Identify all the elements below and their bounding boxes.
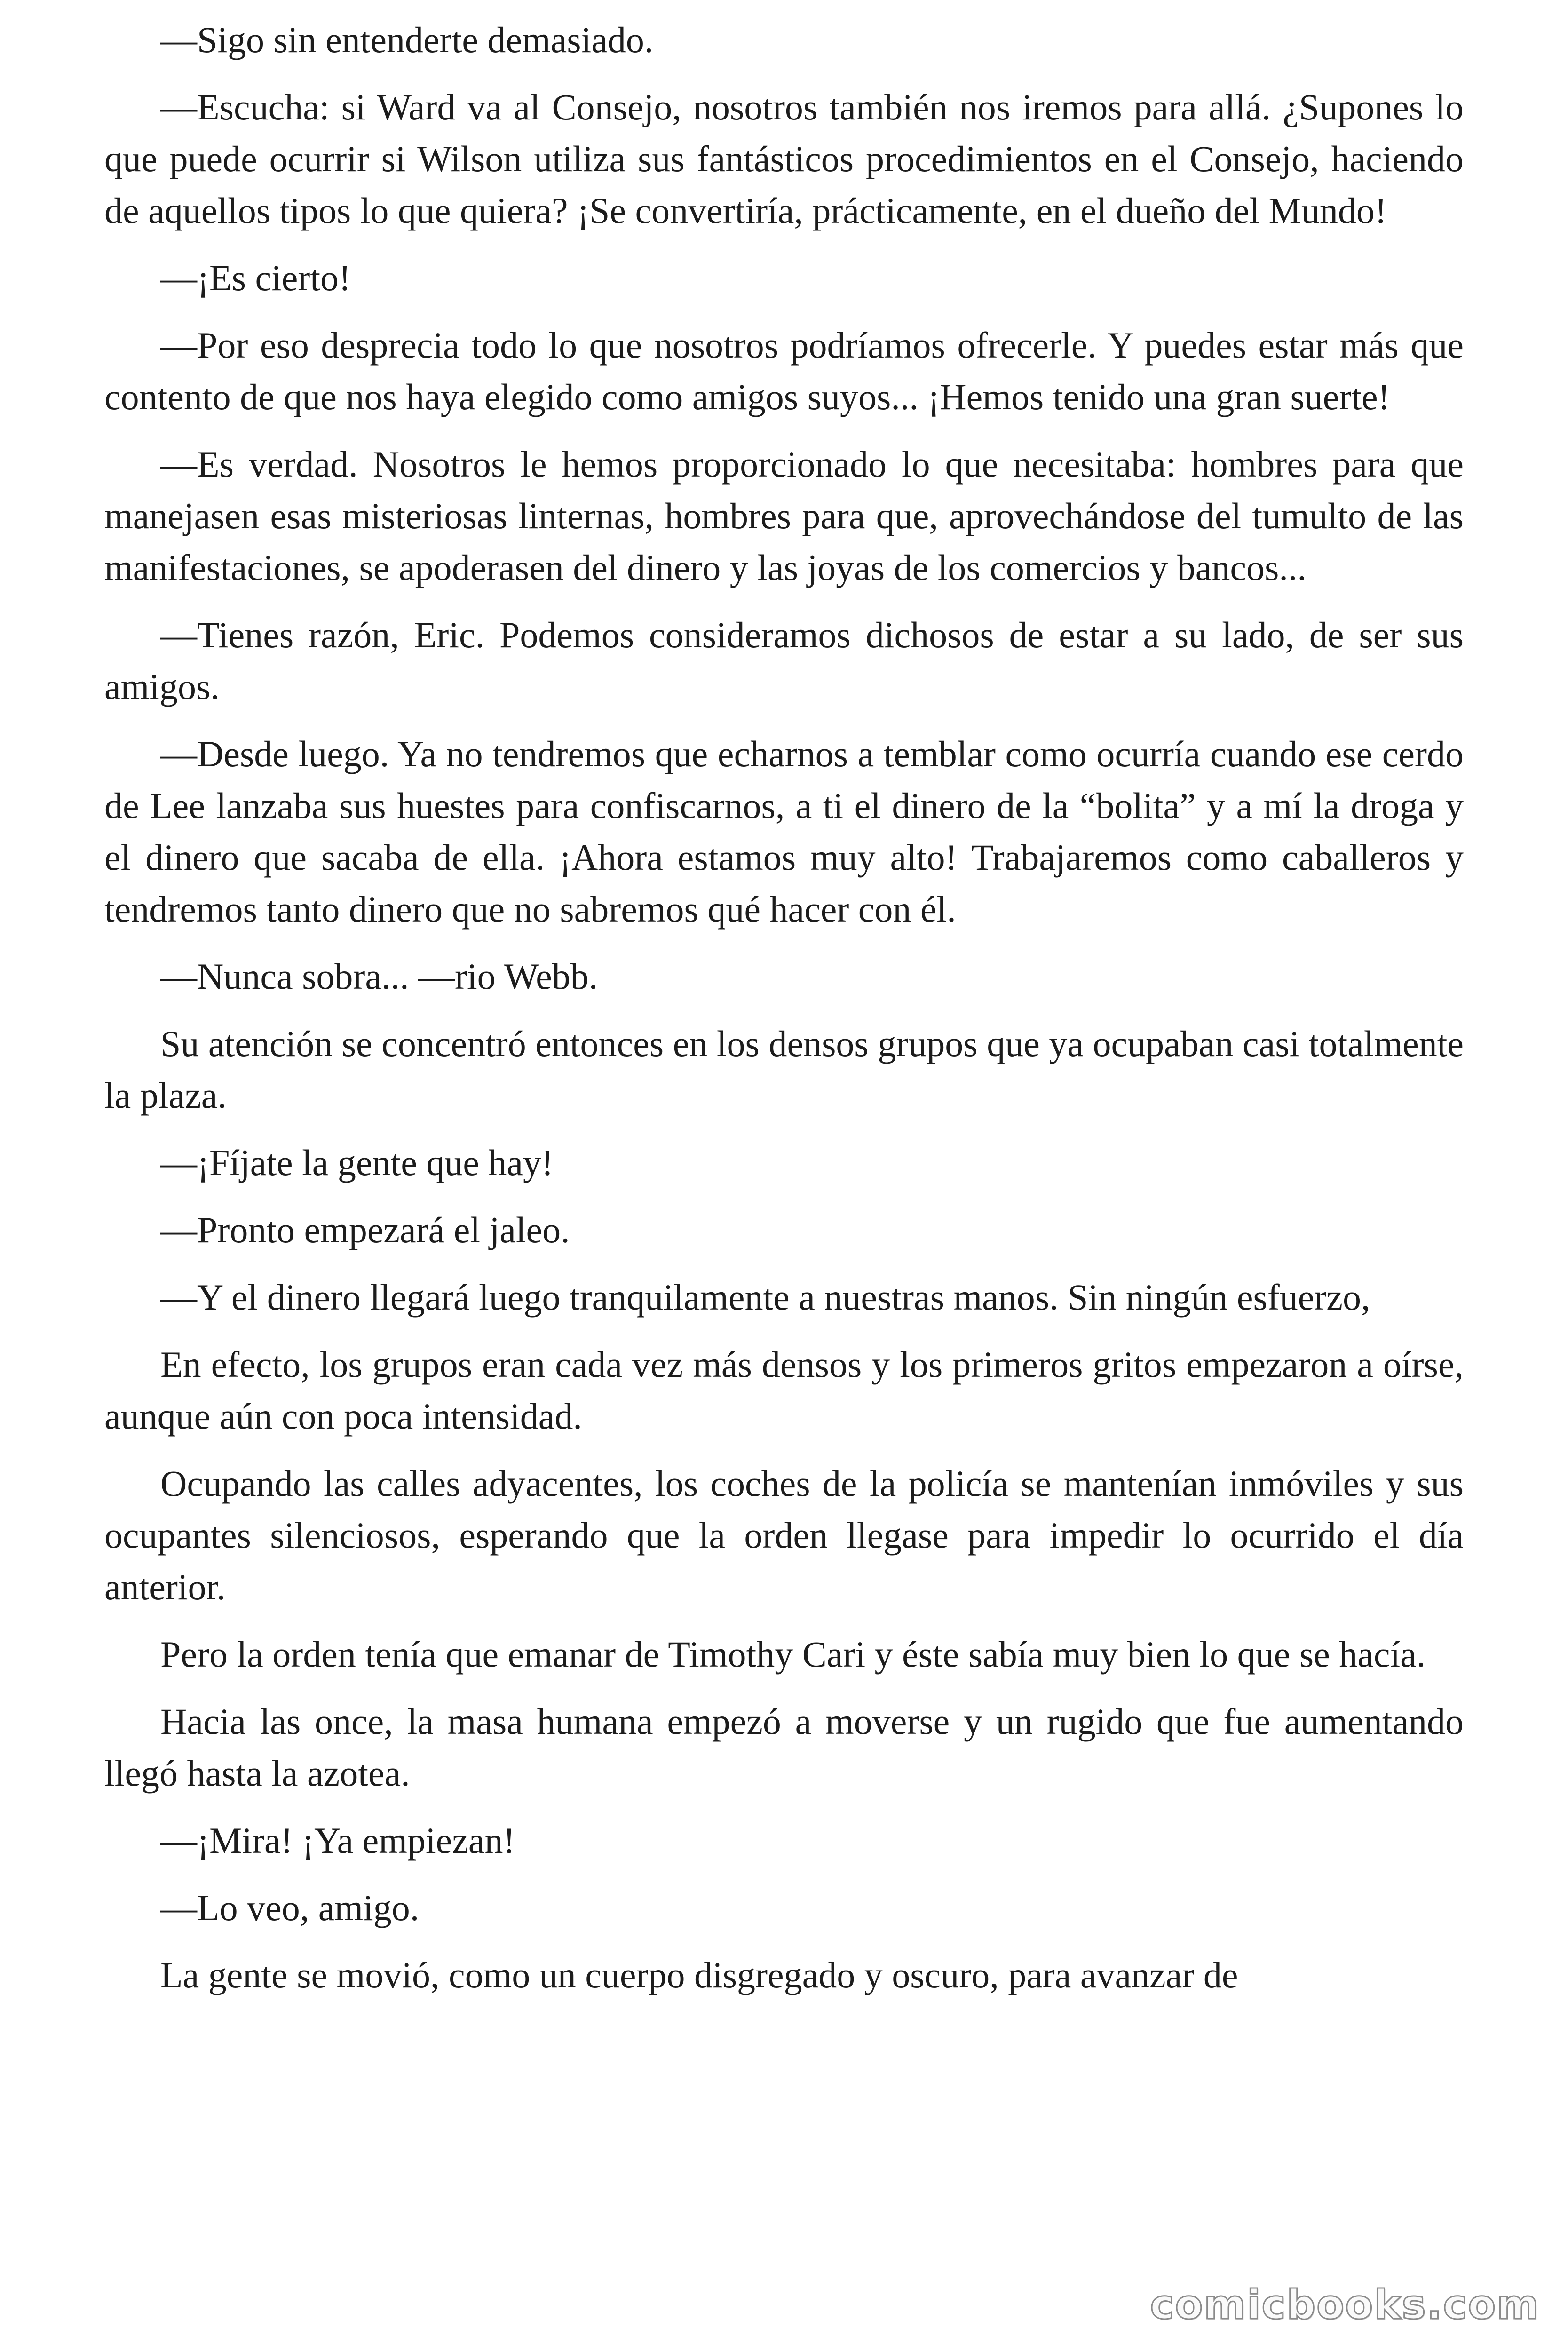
paragraph-4: —Por eso desprecia todo lo que nosotros podríamos ofrecerle. Y puedes estar más que contento de que nos haya elegido como amigos suyos... ¡Hemos tenido una gran suerte! — [104, 325, 1464, 417]
paragraph-5: —Es verdad. Nosotros le hemos proporcionado lo que necesitaba: hombres para que manejasen esas misteriosas linternas, hombres para que, aprovechándose del tumulto de las manifestaciones, se apoderasen del dinero y las joyas de los comercios y bancos... — [104, 444, 1464, 588]
paragraph-9: Su atención se concentró entonces en los densos grupos que ya ocupaban casi totalmente la plaza. — [104, 1023, 1464, 1116]
paragraph-6: —Tienes razón, Eric. Podemos consideramos dichosos de estar a su lado, de ser sus amigos. — [104, 614, 1464, 707]
paragraph-19: La gente se movió, como un cuerpo disgregado y oscuro, para avanzar de — [160, 1955, 1238, 1995]
paragraph-1: —Sigo sin entenderte demasiado. — [160, 19, 654, 60]
paragraph-10: —¡Fíjate la gente que hay! — [160, 1142, 554, 1183]
paragraph-15: Pero la orden tenía que emanar de Timothy Cari y éste sabía muy bien lo que se hacía. — [160, 1634, 1426, 1675]
paragraph-11: —Pronto empezará el jaleo. — [160, 1209, 570, 1250]
paragraph-3: —¡Es cierto! — [160, 257, 351, 298]
paragraph-16: Hacia las once, la masa humana empezó a moverse y un rugido que fue aumentando llegó hasta la azotea. — [104, 1701, 1464, 1794]
paragraph-13: En efecto, los grupos eran cada vez más densos y los primeros gritos empezaron a oírse, aunque aún con poca intensidad. — [104, 1344, 1464, 1437]
paragraph-8: —Nunca sobra... —rio Webb. — [160, 956, 598, 997]
paragraph-18: —Lo veo, amigo. — [160, 1887, 420, 1928]
paragraph-2: —Escucha: si Ward va al Consejo, nosotros también nos iremos para allá. ¿Supones lo que puede ocurrir si Wilson utiliza sus fantásticos procedimientos en el Consejo, haciendo de aquellos tipos lo que quiera? ¡Se convertiría, prácticamente, en el dueño del Mundo! — [104, 87, 1464, 231]
paragraph-17: —¡Mira! ¡Ya empiezan! — [160, 1820, 515, 1861]
page-body — [104, 14, 1464, 2017]
paragraph-7: —Desde luego. Ya no tendremos que echarnos a temblar como ocurría cuando ese cerdo de Lee lanzaba sus huestes para confiscarnos, a ti el dinero de la “bolita” y a mí la droga y el dinero que sacaba de ella. ¡Ahora estamos muy alto! Trabajaremos como caballeros y tendremos tanto dinero que no sabremos qué hacer con él. — [104, 733, 1464, 930]
watermark-logo: comicbooks.com — [1150, 2281, 1540, 2328]
paragraph-12: —Y el dinero llegará luego tranquilamente a nuestras manos. Sin ningún esfuerzo, — [160, 1277, 1370, 1318]
paragraph-14: Ocupando las calles adyacentes, los coches de la policía se mantenían inmóviles y sus ocupantes silenciosos, esperando que la orden llegase para impedir lo ocurrido el día anterior. — [104, 1463, 1464, 1607]
